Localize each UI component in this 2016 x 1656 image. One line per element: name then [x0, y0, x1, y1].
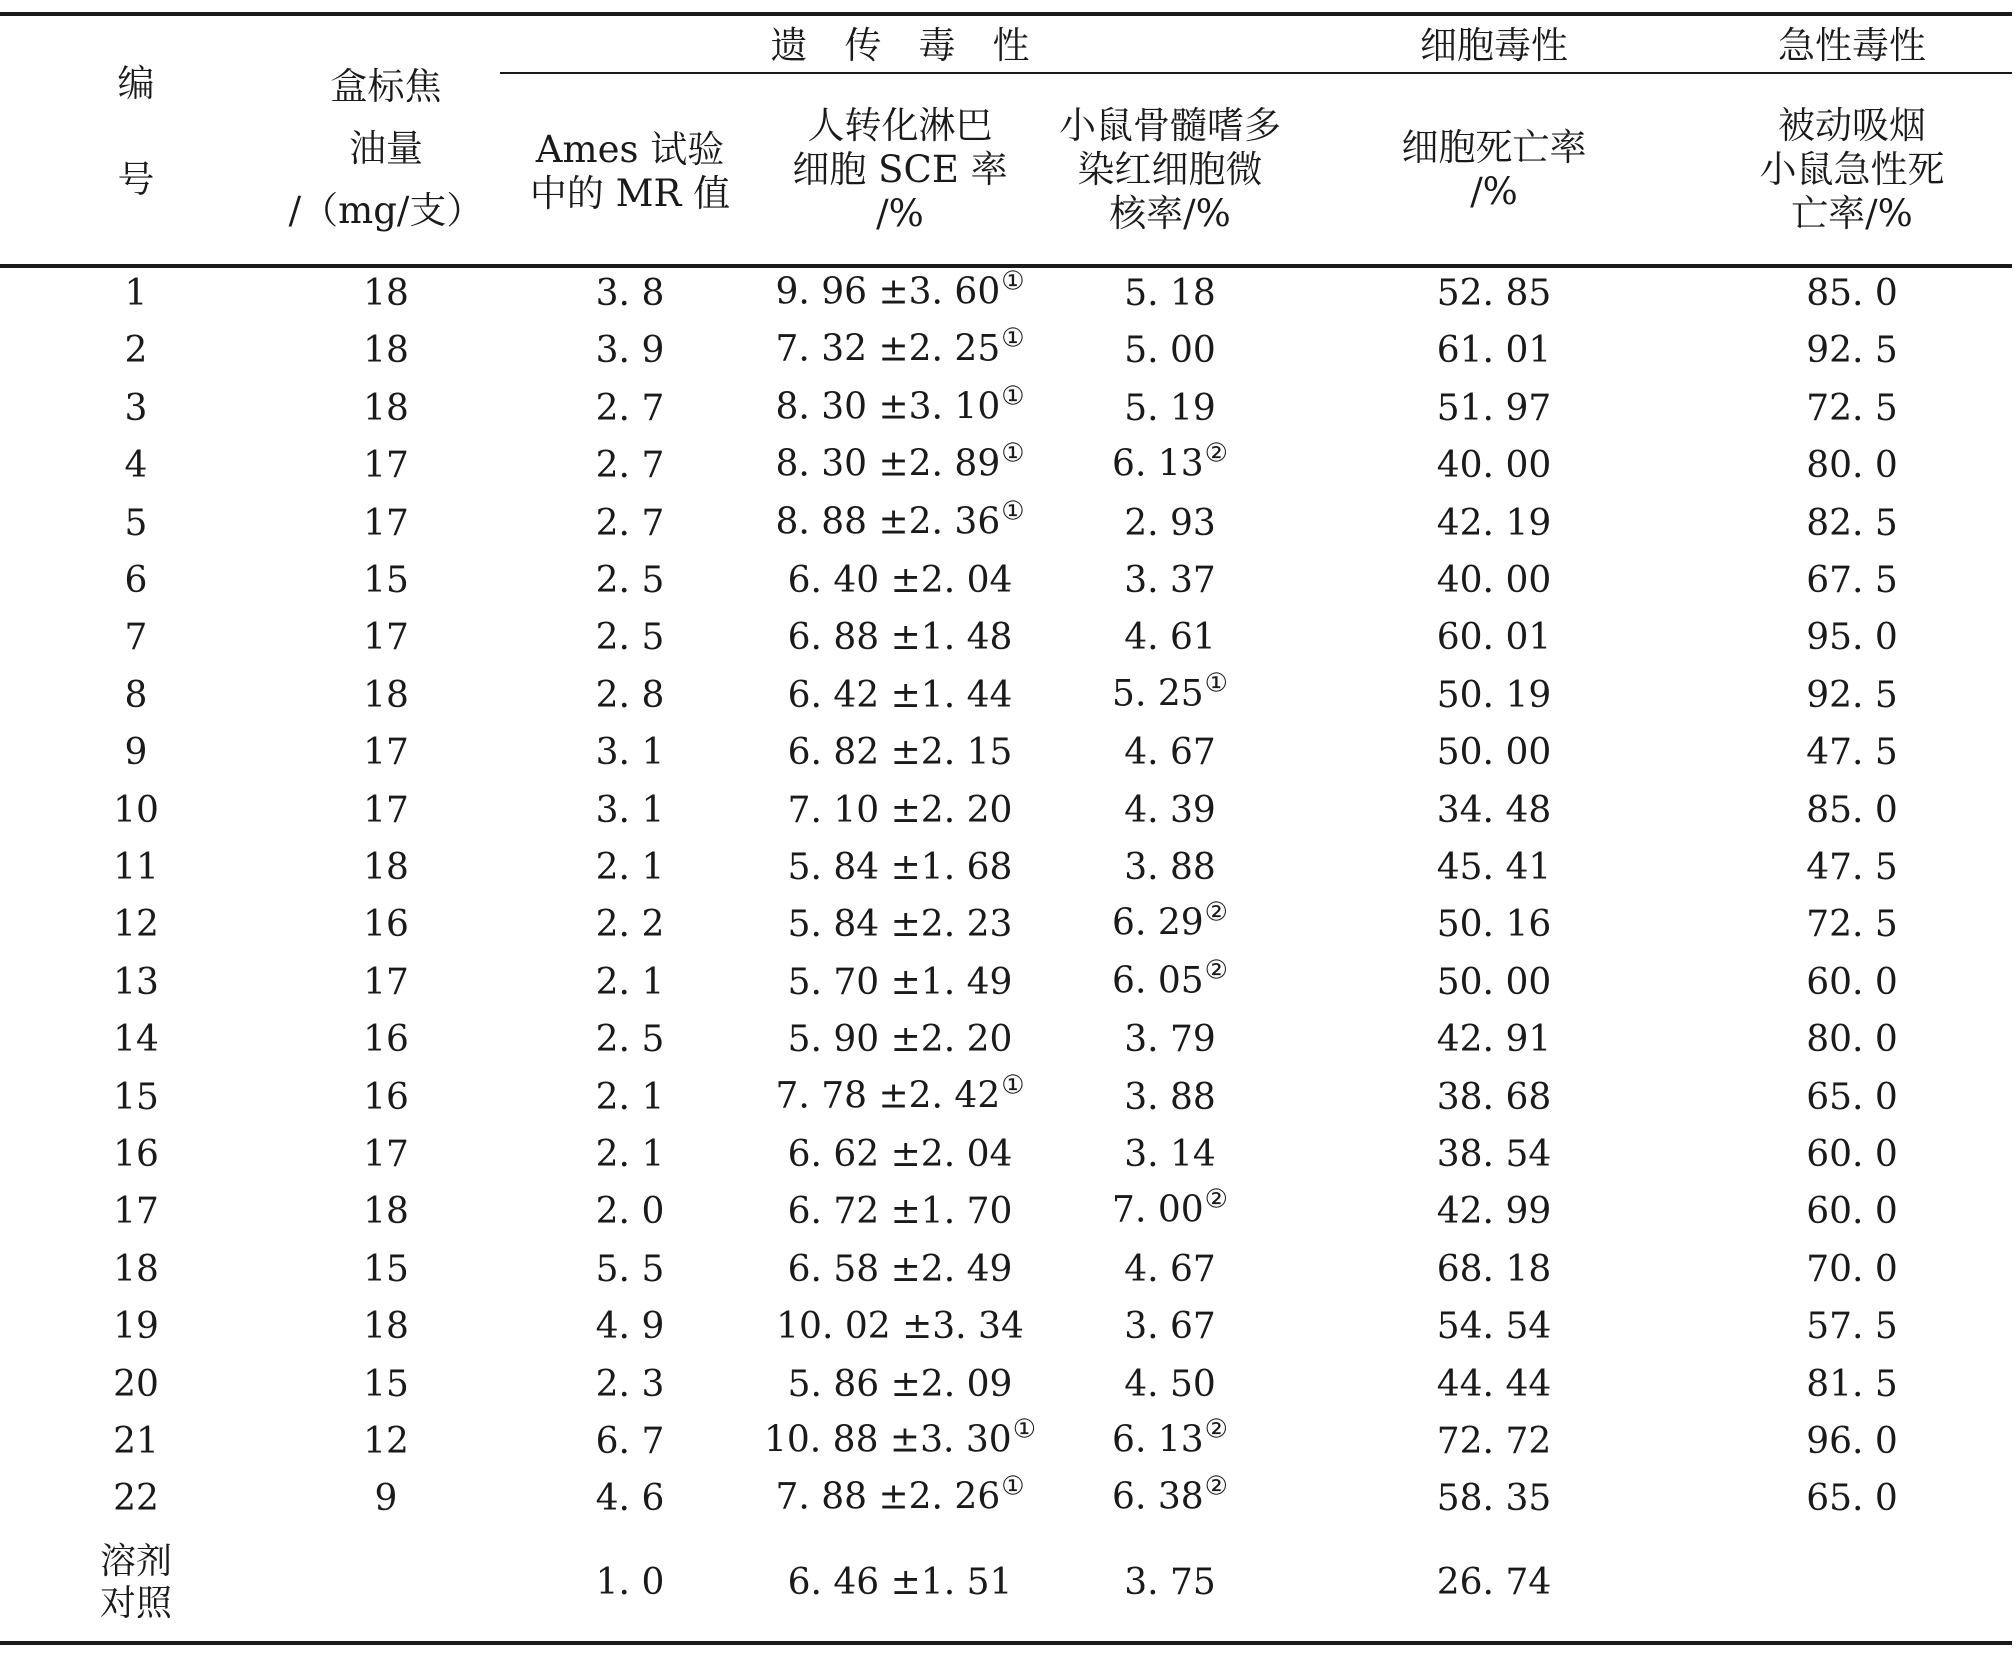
- cell-tar: 15: [363, 560, 409, 601]
- significance-mark: ①: [1204, 668, 1228, 699]
- cell-mn: 4. 67: [1124, 1248, 1216, 1290]
- cell-acute: 60. 0: [1806, 961, 1898, 1003]
- cell-ames: 4. 9: [595, 1306, 665, 1348]
- significance-mark: ②: [1204, 1471, 1228, 1502]
- cell-id: 6: [124, 560, 148, 601]
- cell-acute: 57. 5: [1806, 1306, 1898, 1348]
- cell-death: 60. 01: [1436, 617, 1552, 659]
- cell-sce: 6. 46 ±1. 51: [787, 1562, 1013, 1603]
- cell-tar: 17: [363, 961, 409, 1003]
- cell-sce: 5. 84 ±2. 23: [787, 904, 1013, 946]
- cell-ames: 2. 8: [595, 674, 665, 716]
- cell-death: 68. 18: [1436, 1248, 1552, 1290]
- cell-mn: 6. 29②: [1112, 897, 1228, 944]
- cell-sce: 6. 72 ±1. 70: [787, 1191, 1013, 1233]
- cell-tar: 16: [363, 1076, 409, 1118]
- cell-tar: 18: [363, 1191, 409, 1233]
- cell-sce: 6. 40 ±2. 04: [787, 560, 1013, 601]
- cell-death: 72. 72: [1436, 1421, 1552, 1462]
- cell-death: 51. 97: [1436, 387, 1552, 429]
- cell-tar: 9: [374, 1478, 398, 1520]
- cell-sce: 8. 30 ±2. 89①: [775, 438, 1025, 485]
- cell-acute: 47. 5: [1806, 732, 1898, 774]
- cell-ames: 2. 5: [595, 1019, 665, 1061]
- cell-mn: 3. 79: [1124, 1019, 1216, 1061]
- cell-tar: 17: [363, 502, 409, 544]
- cell-tar: 15: [363, 1248, 409, 1290]
- cell-sce: 7. 78 ±2. 42①: [775, 1070, 1025, 1117]
- cell-ames: 2. 1: [595, 1134, 665, 1175]
- cell-death: 50. 00: [1436, 732, 1552, 774]
- cell-sce: 6. 82 ±2. 15: [787, 732, 1013, 774]
- cell-acute: 92. 5: [1806, 674, 1898, 716]
- cell-tar: 18: [363, 330, 409, 372]
- cell-acute: 80. 0: [1806, 1019, 1898, 1061]
- cell-death: 40. 00: [1436, 560, 1552, 601]
- cell-death: 44. 44: [1436, 1363, 1552, 1405]
- cell-tar: 18: [363, 273, 409, 314]
- cell-acute: 95. 0: [1806, 617, 1898, 659]
- significance-mark: ①: [1001, 1471, 1025, 1502]
- cell-mn: 3. 88: [1124, 847, 1216, 888]
- cell-ames: 2. 7: [595, 387, 665, 429]
- cell-sce: 6. 58 ±2. 49: [787, 1248, 1013, 1290]
- cell-mn: 5. 18: [1124, 273, 1216, 314]
- cell-death: 42. 91: [1436, 1019, 1552, 1061]
- cell-death: 42. 19: [1436, 502, 1552, 544]
- cell-id: 20: [113, 1363, 159, 1405]
- cell-ames: 2. 1: [595, 847, 665, 888]
- cell-death: 58. 35: [1436, 1478, 1552, 1520]
- col-header-id: 编 号: [117, 62, 155, 201]
- col-header-micronucleus: 小鼠骨髓嗜多 染红细胞微 核率/%: [1059, 104, 1281, 235]
- cell-mn: 5. 25①: [1112, 668, 1228, 715]
- cell-death: 38. 68: [1436, 1076, 1552, 1118]
- cell-id: 21: [113, 1421, 159, 1462]
- cell-sce: 6. 42 ±1. 44: [787, 674, 1013, 716]
- cell-mn: 3. 14: [1124, 1134, 1216, 1175]
- significance-mark: ②: [1204, 1414, 1228, 1445]
- cell-id: 1: [124, 273, 148, 314]
- cell-ames: 4. 6: [595, 1478, 665, 1520]
- cell-tar: 17: [363, 617, 409, 659]
- cell-mn: 6. 05②: [1112, 955, 1228, 1002]
- cell-ames: 3. 9: [595, 330, 665, 372]
- significance-mark: ①: [1001, 438, 1025, 469]
- cell-id: 4: [124, 445, 148, 487]
- cell-acute: 96. 0: [1806, 1421, 1898, 1462]
- cell-sce: 10. 02 ±3. 34: [776, 1306, 1024, 1348]
- cell-sce: 5. 86 ±2. 09: [787, 1363, 1013, 1405]
- col-header-acute-death: 被动吸烟 小鼠急性死 亡率/%: [1759, 104, 1945, 235]
- cell-tar: 16: [363, 1019, 409, 1061]
- cell-sce: 7. 32 ±2. 25①: [775, 323, 1025, 370]
- cell-ames: 3. 1: [595, 732, 665, 774]
- cell-sce: 5. 84 ±1. 68: [787, 847, 1013, 888]
- cell-death: 45. 41: [1436, 847, 1552, 888]
- cell-acute: 72. 5: [1806, 904, 1898, 946]
- cell-ames: 2. 7: [595, 445, 665, 487]
- cell-tar: 15: [363, 1363, 409, 1405]
- cell-ames: 3. 8: [595, 273, 665, 314]
- cell-acute: 67. 5: [1806, 560, 1898, 601]
- cell-id: 14: [113, 1019, 159, 1061]
- cell-acute: 70. 0: [1806, 1248, 1898, 1290]
- cell-death: 52. 85: [1436, 273, 1552, 314]
- cell-mn: 6. 13②: [1112, 438, 1228, 485]
- cell-id: 15: [113, 1076, 159, 1118]
- cell-ames: 2. 5: [595, 617, 665, 659]
- group-header-rule: [500, 72, 2012, 74]
- cell-sce: 9. 96 ±3. 60①: [775, 266, 1025, 313]
- cell-death: 26. 74: [1436, 1562, 1552, 1603]
- cell-mn: 6. 13②: [1112, 1414, 1228, 1461]
- significance-mark: ②: [1204, 1184, 1228, 1215]
- cell-mn: 3. 88: [1124, 1076, 1216, 1118]
- cell-mn: 4. 50: [1124, 1363, 1216, 1405]
- cell-ames: 6. 7: [595, 1421, 665, 1462]
- cell-sce: 5. 70 ±1. 49: [787, 961, 1013, 1003]
- cell-id: 22: [113, 1478, 159, 1520]
- cell-acute: 80. 0: [1806, 445, 1898, 487]
- cell-acute: 85. 0: [1806, 273, 1898, 314]
- cell-id: 7: [124, 617, 148, 659]
- cell-ames: 2. 1: [595, 961, 665, 1003]
- cell-id: 12: [113, 904, 159, 946]
- cell-ames: 2. 7: [595, 502, 665, 544]
- cell-tar: 17: [363, 789, 409, 831]
- cell-mn: 5. 00: [1124, 330, 1216, 372]
- cell-mn: 2. 93: [1124, 502, 1216, 544]
- cell-death: 38. 54: [1436, 1134, 1552, 1175]
- significance-mark: ①: [1001, 1070, 1025, 1101]
- cell-mn: 7. 00②: [1112, 1184, 1228, 1231]
- cell-death: 50. 00: [1436, 961, 1552, 1003]
- cell-acute: 60. 0: [1806, 1191, 1898, 1233]
- cell-mn: 3. 37: [1124, 560, 1216, 601]
- significance-mark: ①: [1001, 496, 1025, 527]
- cell-mn: 4. 39: [1124, 789, 1216, 831]
- cell-tar: 16: [363, 904, 409, 946]
- cell-id: 3: [124, 387, 148, 429]
- cell-tar: 18: [363, 847, 409, 888]
- cell-death: 34. 48: [1436, 789, 1552, 831]
- cell-ames: 2. 3: [595, 1363, 665, 1405]
- cell-tar: 18: [363, 1306, 409, 1348]
- cell-acute: 81. 5: [1806, 1363, 1898, 1405]
- cell-ames: 3. 1: [595, 789, 665, 831]
- cell-tar: 18: [363, 674, 409, 716]
- significance-mark: ②: [1204, 438, 1228, 469]
- table-top-rule: [0, 12, 2012, 16]
- cell-mn: 3. 75: [1124, 1562, 1216, 1603]
- group-header-genetic-toxicity: 遗 传 毒 性: [770, 24, 1030, 67]
- cell-id: 11: [113, 847, 159, 888]
- col-header-cell-death: 细胞死亡率 /%: [1401, 126, 1587, 213]
- col-header-sce: 人转化淋巴 细胞 SCE 率 /%: [792, 104, 1008, 235]
- cell-mn: 3. 67: [1124, 1306, 1216, 1348]
- cell-ames: 2. 5: [595, 560, 665, 601]
- col-header-ames: Ames 试验 中的 MR 值: [529, 128, 731, 215]
- significance-mark: ①: [1001, 323, 1025, 354]
- cell-ames: 2. 0: [595, 1191, 665, 1233]
- cell-sce: 7. 10 ±2. 20: [787, 789, 1013, 831]
- cell-tar: 17: [363, 732, 409, 774]
- group-header-acute-toxicity: 急性毒性: [1778, 24, 1926, 67]
- cell-death: 40. 00: [1436, 445, 1552, 487]
- cell-tar: 12: [363, 1421, 409, 1462]
- cell-acute: 47. 5: [1806, 847, 1898, 888]
- cell-id: 8: [124, 674, 148, 716]
- cell-death: 42. 99: [1436, 1191, 1552, 1233]
- significance-mark: ①: [1001, 266, 1025, 297]
- cell-acute: 92. 5: [1806, 330, 1898, 372]
- significance-mark: ①: [1001, 381, 1025, 412]
- col-header-tar: 盒标焦 油量 /（mg/支）: [288, 65, 484, 232]
- cell-sce: 10. 88 ±3. 30①: [763, 1414, 1037, 1461]
- cell-acute: 65. 0: [1806, 1076, 1898, 1118]
- cell-death: 50. 16: [1436, 904, 1552, 946]
- cell-control-label: 溶剂 对照: [99, 1541, 173, 1624]
- cell-sce: 8. 30 ±3. 10①: [775, 381, 1025, 428]
- cell-ames: 2. 1: [595, 1076, 665, 1118]
- cell-sce: 7. 88 ±2. 26①: [775, 1471, 1025, 1518]
- cell-id: 19: [113, 1306, 159, 1348]
- cell-death: 50. 19: [1436, 674, 1552, 716]
- cell-death: 54. 54: [1436, 1306, 1552, 1348]
- cell-death: 61. 01: [1436, 330, 1552, 372]
- cell-id: 17: [113, 1191, 159, 1233]
- cell-id: 10: [113, 789, 159, 831]
- cell-id: 13: [113, 961, 159, 1003]
- cell-id: 16: [113, 1134, 159, 1175]
- cell-ames: 1. 0: [595, 1562, 665, 1603]
- cell-id: 18: [113, 1248, 159, 1290]
- cell-ames: 2. 2: [595, 904, 665, 946]
- significance-mark: ①: [1012, 1414, 1037, 1445]
- cell-acute: 72. 5: [1806, 387, 1898, 429]
- cell-acute: 60. 0: [1806, 1134, 1898, 1175]
- cell-mn: 5. 19: [1124, 387, 1216, 429]
- cell-sce: 8. 88 ±2. 36①: [775, 496, 1025, 543]
- cell-ames: 5. 5: [595, 1248, 665, 1290]
- cell-mn: 4. 61: [1124, 617, 1216, 659]
- group-header-cytotoxicity: 细胞毒性: [1420, 24, 1568, 67]
- cell-sce: 5. 90 ±2. 20: [787, 1019, 1013, 1061]
- cell-acute: 65. 0: [1806, 1478, 1898, 1520]
- significance-mark: ②: [1204, 955, 1228, 986]
- cell-id: 9: [124, 732, 148, 774]
- cell-mn: 4. 67: [1124, 732, 1216, 774]
- cell-sce: 6. 62 ±2. 04: [787, 1134, 1013, 1175]
- cell-id: 2: [124, 330, 148, 372]
- table-bottom-rule: [0, 1641, 2012, 1645]
- significance-mark: ②: [1204, 897, 1228, 928]
- cell-tar: 17: [363, 445, 409, 487]
- cell-acute: 82. 5: [1806, 502, 1898, 544]
- cell-id: 5: [124, 502, 148, 544]
- cell-acute: 85. 0: [1806, 789, 1898, 831]
- cell-sce: 6. 88 ±1. 48: [787, 617, 1013, 659]
- cell-mn: 6. 38②: [1112, 1471, 1228, 1518]
- cell-tar: 18: [363, 387, 409, 429]
- cell-tar: 17: [363, 1134, 409, 1175]
